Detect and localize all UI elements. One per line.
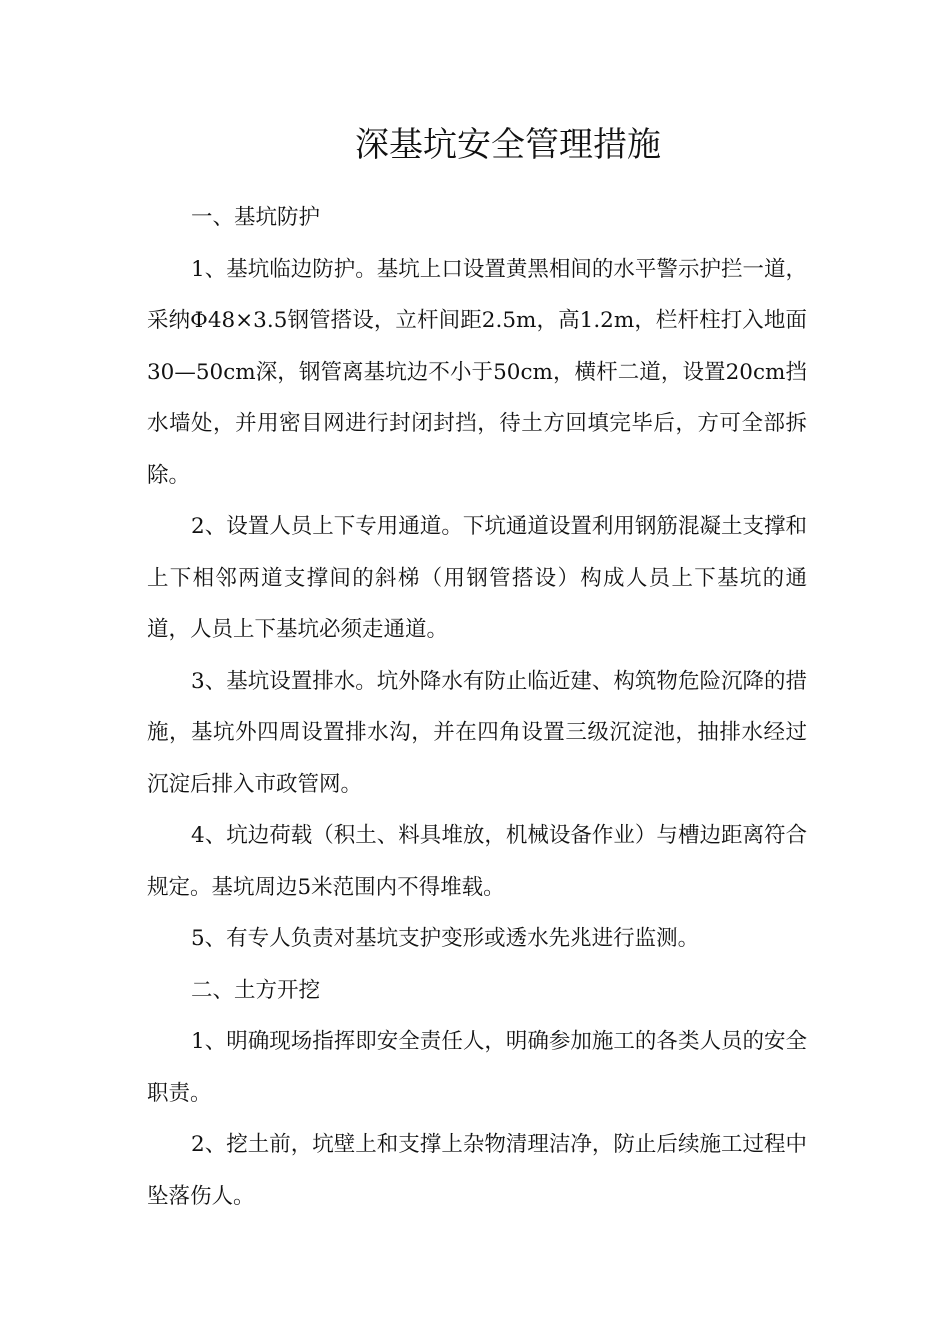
paragraph-edge-load: 4、坑边荷载（积土、料具堆放，机械设备作业）与槽边距离符合规定。基坑周边5米范围内不得堆载。 bbox=[147, 823, 807, 900]
section-heading-earthwork: 二、土方开挖 bbox=[191, 977, 321, 1003]
paragraph-pre-excavation: 2、挖土前，坑壁上和支撑上杂物清理洁净，防止后续施工过程中坠落伤人。 bbox=[147, 1132, 807, 1209]
paragraph-monitoring: 5、有专人负责对基坑支护变形或透水先兆进行监测。 bbox=[191, 926, 700, 951]
paragraph-responsibility: 1、明确现场指挥即安全责任人，明确参加施工的各类人员的安全职责。 bbox=[147, 1029, 807, 1106]
document-title: 深基坑安全管理措施 bbox=[355, 125, 661, 165]
paragraph-access-passage: 2、设置人员上下专用通道。下坑通道设置利用钢筋混凝土支撑和上下相邻两道支撑间的斜梯（用钢管搭设）构成人员上下基坑的通道，人员上下基坑必须走通道。 bbox=[147, 514, 807, 642]
section-heading-foundation-protection: 一、基坑防护 bbox=[191, 205, 321, 230]
paragraph-edge-protection: 1、基坑临边防护。基坑上口设置黄黑相间的水平警示护拦一道，采纳Φ48×3.5钢管搭设，立杆间距2.5m，高1.2m，栏杆柱打入地面30—50cm深，钢管离基坑边不小于50cm，横杆二道，设置20cm挡水墙处，并用密目网进行封闭封挡，待土方回填完毕后，方可全部拆除。 bbox=[147, 256, 807, 488]
paragraph-drainage: 3、基坑设置排水。坑外降水有防止临近建、构筑物危险沉降的措施，基坑外四周设置排水沟，并在四角设置三级沉淀池，抽排水经过沉淀后排入市政管网。 bbox=[147, 668, 807, 797]
document-body bbox=[147, 192, 807, 1222]
